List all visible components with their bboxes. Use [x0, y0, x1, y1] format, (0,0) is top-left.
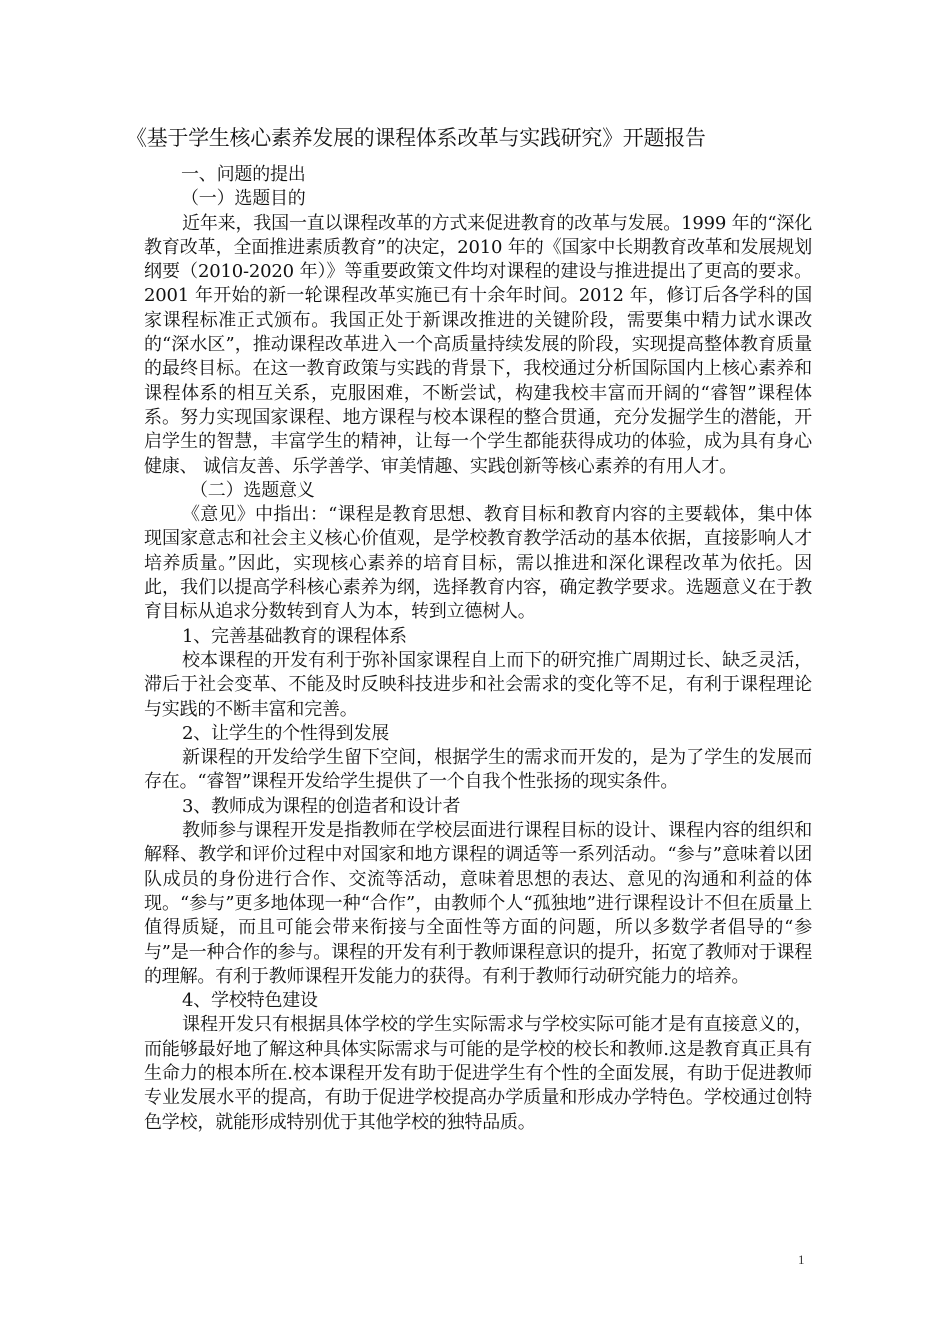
subsection-heading: （二）选题意义: [190, 479, 315, 501]
document-title: 《基于学生核心素养发展的课程体系改革与实践研究》开题报告: [126, 126, 706, 150]
paragraph: 校本课程的开发有利于弥补国家课程自上而下的研究推广周期过长、缺乏灵活，滞后于社会变革、不能及时反映科技进步和社会需求的变化等不足，有利于课程理论与实践的不断丰富和完善。: [144, 649, 812, 720]
paragraph: 近年来，我国一直以课程改革的方式来促进教育的改革与发展。1999 年的“深化教育改革，全面推进素质教育”的决定，2010 年的《国家中长期教育改革和发展规划纲要（2010-2020 年）》等重要政策文件均对课程的建设与推进提出了更高的要求。2001 年开始的新一轮课程改革实施已有十余年时间。2012 年，修订后各学科的国家课程标准正式颁布。我国正处于新课改推进的关键阶段，需要集中精力试水课改的“深水区”，推动课程改革进入一个高质量持续发展的阶段，实现提高整体教育质量的最终目标。在这一教育政策与实践的背景下，我校通过分析国际国内上核心素养和课程体系的相互关系，克服困难，不断尝试，构建我校丰富而开阔的“睿智”课程体系。努力实现国家课程、地方课程与校本课程的整合贯通，充分发掘学生的潜能，开启学生的智慧，丰富学生的精神，让每一个学生都能获得成功的体验，成为具有身心健康、 诚信友善、乐学善学、审美情趣、实践创新等核心素养的有用人才。: [144, 212, 812, 477]
item-heading: 3、教师成为课程的创造者和设计者: [182, 795, 461, 817]
page-number: 1: [798, 1252, 805, 1267]
item-heading: 1、完善基础教育的课程体系: [182, 625, 407, 647]
paragraph: 新课程的开发给学生留下空间，根据学生的需求而开发的，是为了学生的发展而存在。“睿智”课程开发给学生提供了一个自我个性张扬的现实条件。: [144, 747, 812, 793]
item-heading: 2、让学生的个性得到发展: [182, 722, 390, 744]
item-heading: 4、学校特色建设: [182, 990, 318, 1012]
document-body: [144, 163, 812, 1135]
paragraph: 教师参与课程开发是指教师在学校层面进行课程目标的设计、课程内容的组织和解释、教学和评价过程中对国家和地方课程的调适等一系列活动。“参与”意味着以团队成员的身份进行合作、交流等活动，意味着思想的表达、意见的沟通和利益的体现。“参与”更多地体现一种“合作”，由教师个人“孤独地”进行课程设计不但在质量上值得质疑，而且可能会带来衔接与全面性等方面的问题，所以多数学者倡导的“参与”是一种合作的参与。课程的开发有利于教师课程意识的提升，拓宽了教师对于课程的理解。有利于教师课程开发能力的获得。有利于教师行动研究能力的培养。: [144, 820, 812, 987]
subsection-heading: （一）选题目的: [181, 188, 306, 210]
paragraph: 《意见》中指出：“课程是教育思想、教育目标和教育内容的主要载体，集中体现国家意志和社会主义核心价值观，是学校教育教学活动的基本依据，直接影响人才培养质量。”因此，实现核心素养的培育目标，需以推进和深化课程改革为依托。因此，我们以提高学科核心素养为纲，选择教育内容，确定教学要求。选题意义在于教育目标从追求分数转到育人为本，转到立德树人。: [144, 504, 812, 623]
section-heading: 一、问题的提出: [181, 164, 306, 185]
paragraph: 课程开发只有根据具体学校的学生实际需求与学校实际可能才是有直接意义的，而能够最好地了解这种具体实际需求与可能的是学校的校长和教师.这是教育真正具有生命力的根本所在.校本课程开发有助于促进学生有个性的全面发展，有助于促进教师专业发展水平的提高，有助于促进学校提高办学质量和形成办学特色。学校通过创特色学校，就能形成特别优于其他学校的独特品质。: [144, 1014, 812, 1133]
